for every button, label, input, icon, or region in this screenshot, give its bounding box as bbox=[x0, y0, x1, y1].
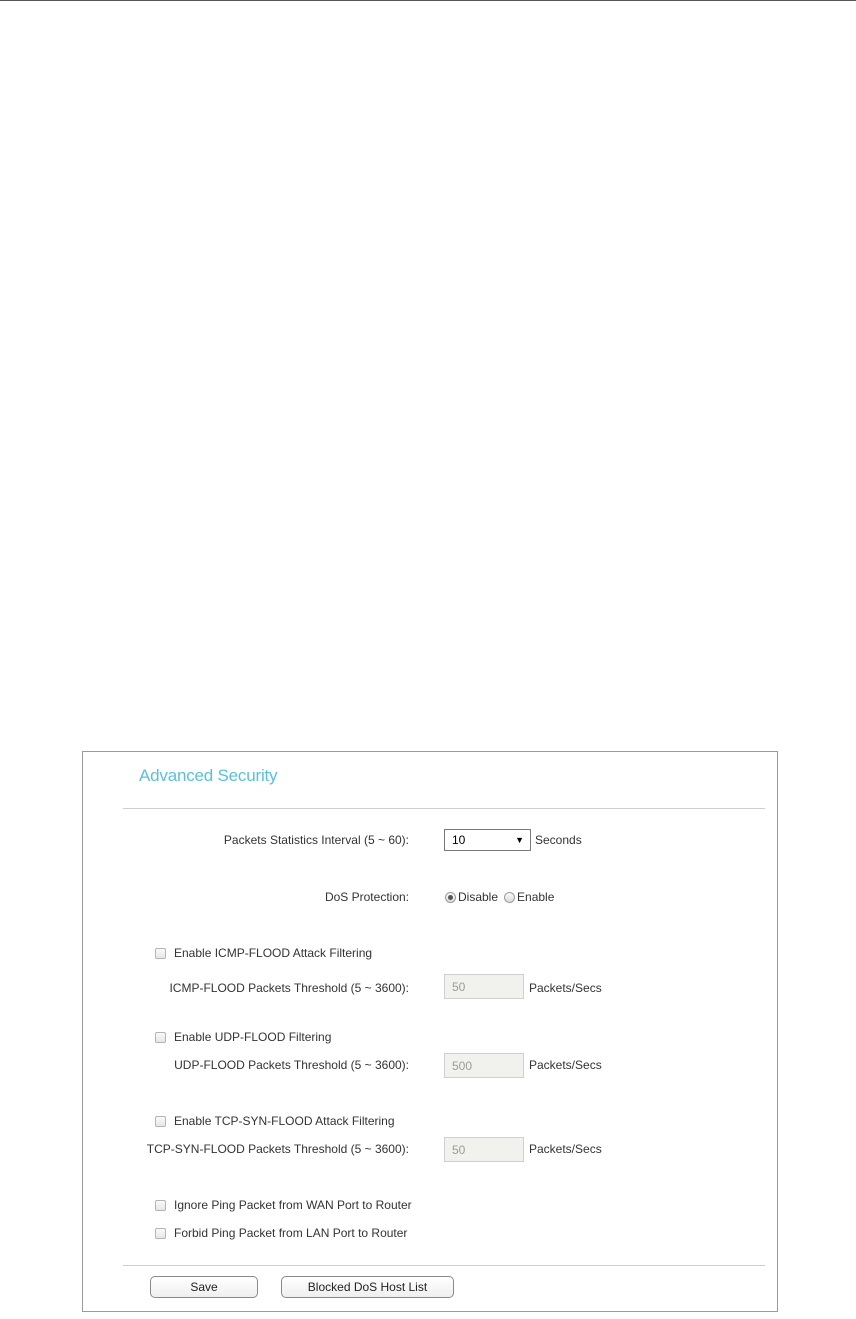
icmp-filter-label[interactable]: Enable ICMP-FLOOD Attack Filtering bbox=[174, 946, 373, 960]
dos-protection-label: DoS Protection: bbox=[324, 890, 409, 904]
packets-interval-value: 10 bbox=[452, 833, 466, 847]
dos-disable-radio[interactable] bbox=[445, 892, 456, 903]
udp-filter-row bbox=[155, 1030, 331, 1044]
dos-protection-radio-group bbox=[445, 890, 560, 904]
forbid-lan-ping-checkbox[interactable] bbox=[155, 1228, 166, 1239]
forbid-lan-ping-label[interactable]: Forbid Ping Packet from LAN Port to Router bbox=[174, 1226, 408, 1240]
chevron-down-icon: ▼ bbox=[515, 835, 524, 845]
tcp-threshold-label: TCP-SYN-FLOOD Packets Threshold (5 ~ 3600): bbox=[146, 1142, 409, 1156]
icmp-threshold-input[interactable]: 50 bbox=[444, 974, 524, 999]
icmp-threshold-unit: Packets/Secs bbox=[529, 981, 602, 995]
advanced-security-panel bbox=[82, 751, 778, 1312]
ignore-wan-ping-label[interactable]: Ignore Ping Packet from WAN Port to Router bbox=[174, 1198, 412, 1212]
dos-enable-radio[interactable] bbox=[504, 892, 515, 903]
udp-filter-checkbox[interactable] bbox=[155, 1032, 166, 1043]
ignore-wan-ping-checkbox[interactable] bbox=[155, 1200, 166, 1211]
icmp-filter-row bbox=[155, 946, 372, 960]
blocked-dos-host-list-button[interactable]: Blocked DoS Host List bbox=[281, 1276, 454, 1298]
icmp-threshold-label: ICMP-FLOOD Packets Threshold (5 ~ 3600): bbox=[169, 981, 409, 995]
packets-interval-label: Packets Statistics Interval (5 ~ 60): bbox=[223, 833, 409, 847]
udp-threshold-input[interactable]: 500 bbox=[444, 1053, 524, 1078]
udp-threshold-unit: Packets/Secs bbox=[529, 1058, 602, 1072]
tcp-threshold-input[interactable]: 50 bbox=[444, 1137, 524, 1162]
top-divider bbox=[0, 0, 856, 1]
packets-interval-unit: Seconds bbox=[535, 833, 582, 847]
panel-title: Advanced Security bbox=[139, 766, 278, 785]
tcp-filter-checkbox[interactable] bbox=[155, 1116, 166, 1127]
tcp-filter-row bbox=[155, 1114, 395, 1128]
dos-enable-label[interactable]: Enable bbox=[517, 890, 555, 904]
save-button[interactable]: Save bbox=[150, 1276, 258, 1298]
footer-divider bbox=[123, 1265, 765, 1266]
header-divider bbox=[123, 808, 765, 809]
udp-filter-label[interactable]: Enable UDP-FLOOD Filtering bbox=[174, 1030, 332, 1044]
forbid-lan-ping-row bbox=[155, 1226, 407, 1240]
tcp-threshold-unit: Packets/Secs bbox=[529, 1142, 602, 1156]
tcp-filter-label[interactable]: Enable TCP-SYN-FLOOD Attack Filtering bbox=[174, 1114, 395, 1128]
packets-interval-select[interactable] bbox=[444, 829, 531, 851]
ignore-wan-ping-row bbox=[155, 1198, 412, 1212]
udp-threshold-label: UDP-FLOOD Packets Threshold (5 ~ 3600): bbox=[174, 1058, 409, 1072]
icmp-filter-checkbox[interactable] bbox=[155, 948, 166, 959]
dos-disable-label[interactable]: Disable bbox=[458, 890, 499, 904]
